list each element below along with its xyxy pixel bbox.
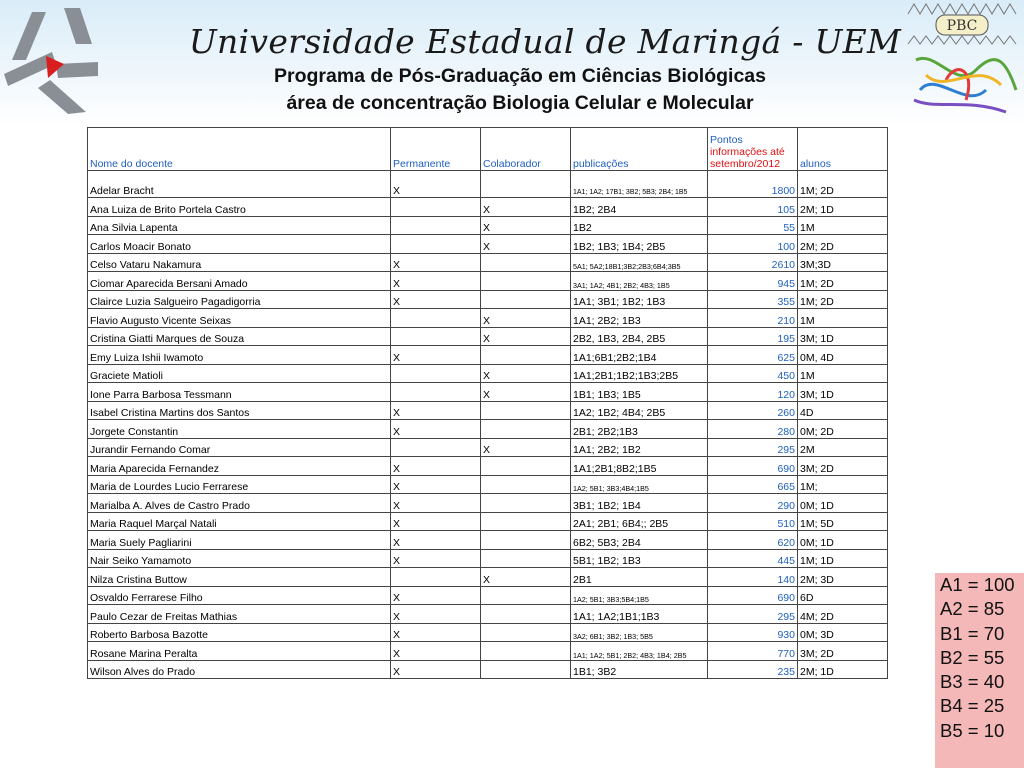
table-body (88, 171, 888, 679)
header-publicacoes: publicações (571, 128, 708, 171)
cell-permanente (391, 568, 481, 587)
cell-alunos: 4M; 2D (798, 605, 888, 624)
university-title: Universidade Estadual de Maringá - UEM (188, 22, 902, 61)
cell-nome: Emy Luiza Ishii Iwamoto (88, 346, 391, 365)
faculty-table (87, 127, 888, 679)
cell-pontos: 770 (708, 642, 798, 661)
cell-alunos: 0M; 1D (798, 531, 888, 550)
cell-pontos: 620 (708, 531, 798, 550)
cell-nome: Maria Suely Pagliarini (88, 531, 391, 550)
cell-alunos: 1M; (798, 475, 888, 494)
cell-permanente: X (391, 171, 481, 198)
cell-nome: Jorgete Constantin (88, 420, 391, 439)
cell-alunos: 1M (798, 309, 888, 328)
cell-publicacoes: 1B1; 1B3; 1B5 (571, 383, 708, 402)
cell-permanente: X (391, 253, 481, 272)
cell-colaborador (481, 605, 571, 624)
cell-pontos: 295 (708, 605, 798, 624)
cell-pontos: 945 (708, 272, 798, 291)
cell-pontos: 195 (708, 327, 798, 346)
cell-alunos: 1M; 1D (798, 549, 888, 568)
cell-pontos: 450 (708, 364, 798, 383)
cell-colaborador (481, 253, 571, 272)
table-row (88, 309, 888, 328)
cell-nome: Ana Silvia Lapenta (88, 216, 391, 235)
cell-nome: Cristina Giatti Marques de Souza (88, 327, 391, 346)
cell-alunos: 0M, 4D (798, 346, 888, 365)
cell-pontos: 295 (708, 438, 798, 457)
cell-alunos: 4D (798, 401, 888, 420)
cell-colaborador (481, 660, 571, 679)
cell-pontos: 690 (708, 457, 798, 476)
cell-publicacoes: 1A1;2B1;1B2;1B3;2B5 (571, 364, 708, 383)
header-pontos (708, 128, 798, 171)
cell-colaborador: X (481, 568, 571, 587)
cell-colaborador (481, 420, 571, 439)
cell-alunos: 1M; 2D (798, 272, 888, 291)
cell-nome: Graciete Matioli (88, 364, 391, 383)
cell-nome: Wilson Alves do Prado (88, 660, 391, 679)
legend-item: B5 = 10 (940, 719, 1005, 741)
cell-colaborador: X (481, 309, 571, 328)
cell-permanente: X (391, 623, 481, 642)
cell-pontos: 120 (708, 383, 798, 402)
cell-publicacoes: 5A1; 5A2;18B1;3B2;2B3;6B4;3B5 (571, 253, 708, 272)
cell-pontos: 100 (708, 235, 798, 254)
cell-nome: Maria Aparecida Fernandez (88, 457, 391, 476)
table-row (88, 420, 888, 439)
cell-pontos: 625 (708, 346, 798, 365)
cell-colaborador (481, 494, 571, 513)
cell-publicacoes: 1A1; 3B1; 1B2; 1B3 (571, 290, 708, 309)
cell-pontos: 665 (708, 475, 798, 494)
cell-nome: Ione Parra Barbosa Tessmann (88, 383, 391, 402)
cell-pontos: 930 (708, 623, 798, 642)
table-row (88, 623, 888, 642)
table-row (88, 401, 888, 420)
table-row (88, 216, 888, 235)
cell-pontos: 510 (708, 512, 798, 531)
cell-permanente (391, 438, 481, 457)
legend-item: B1 = 70 (940, 622, 1005, 644)
table-row (88, 586, 888, 605)
legend-item: A2 = 85 (940, 598, 1005, 620)
table-row (88, 253, 888, 272)
cell-alunos: 0M; 2D (798, 420, 888, 439)
area-title: área de concentração Biologia Celular e Molecular (286, 92, 754, 114)
cell-alunos: 1M (798, 216, 888, 235)
cell-pontos: 690 (708, 586, 798, 605)
cell-colaborador: X (481, 364, 571, 383)
cell-permanente: X (391, 290, 481, 309)
cell-publicacoes: 3A2; 6B1; 3B2; 1B3; 5B5 (571, 623, 708, 642)
uem-logo (2, 4, 102, 116)
cell-permanente (391, 364, 481, 383)
cell-colaborador (481, 346, 571, 365)
cell-alunos: 3M; 2D (798, 642, 888, 661)
table-row (88, 364, 888, 383)
header-pontos-label: Pontos (710, 134, 743, 146)
cell-publicacoes: 2B2, 1B3, 2B4, 2B5 (571, 327, 708, 346)
cell-colaborador (481, 531, 571, 550)
cell-nome: Roberto Barbosa Bazotte (88, 623, 391, 642)
cell-permanente (391, 383, 481, 402)
table-row (88, 605, 888, 624)
cell-publicacoes: 1B1; 3B2 (571, 660, 708, 679)
cell-pontos: 105 (708, 198, 798, 217)
pbc-logo-text: PBC (946, 18, 978, 34)
cell-pontos: 355 (708, 290, 798, 309)
table-row (88, 475, 888, 494)
cell-nome: Jurandir Fernando Comar (88, 438, 391, 457)
cell-publicacoes: 1A1; 1A2;1B1;1B3 (571, 605, 708, 624)
cell-colaborador: X (481, 327, 571, 346)
cell-alunos: 3M; 1D (798, 327, 888, 346)
table-row (88, 549, 888, 568)
cell-publicacoes: 1B2; 2B4 (571, 198, 708, 217)
cell-permanente: X (391, 642, 481, 661)
cell-pontos: 210 (708, 309, 798, 328)
cell-nome: Marialba A. Alves de Castro Prado (88, 494, 391, 513)
cell-colaborador (481, 623, 571, 642)
legend-item: A1 = 100 (940, 574, 1015, 595)
cell-permanente: X (391, 457, 481, 476)
cell-permanente: X (391, 549, 481, 568)
header-permanente: Permanente (391, 128, 481, 171)
cell-publicacoes: 1A1;6B1;2B2;1B4 (571, 346, 708, 365)
cell-alunos: 2M; 3D (798, 568, 888, 587)
cell-colaborador: X (481, 216, 571, 235)
cell-publicacoes: 1A1; 1A2; 5B1; 2B2; 4B3; 1B4; 2B5 (571, 642, 708, 661)
cell-colaborador (481, 642, 571, 661)
cell-colaborador (481, 512, 571, 531)
cell-publicacoes: 1A1; 2B2; 1B2 (571, 438, 708, 457)
cell-colaborador: X (481, 438, 571, 457)
table-row (88, 457, 888, 476)
cell-colaborador (481, 457, 571, 476)
table-row (88, 198, 888, 217)
table-row (88, 494, 888, 513)
cell-pontos: 1800 (708, 171, 798, 198)
cell-publicacoes: 5B1; 1B2; 1B3 (571, 549, 708, 568)
cell-nome: Paulo Cezar de Freitas Mathias (88, 605, 391, 624)
cell-publicacoes: 1B2; 1B3; 1B4; 2B5 (571, 235, 708, 254)
program-title: Programa de Pós-Graduação em Ciências Biológicas (273, 65, 766, 87)
table-row (88, 660, 888, 679)
cell-permanente: X (391, 401, 481, 420)
cell-alunos: 1M; 5D (798, 512, 888, 531)
cell-publicacoes: 3B1; 1B2; 1B4 (571, 494, 708, 513)
cell-nome: Flavio Augusto Vicente Seixas (88, 309, 391, 328)
cell-alunos: 1M; 2D (798, 290, 888, 309)
cell-permanente: X (391, 531, 481, 550)
header-alunos: alunos (798, 128, 888, 171)
cell-colaborador: X (481, 235, 571, 254)
cell-pontos: 55 (708, 216, 798, 235)
cell-permanente: X (391, 272, 481, 291)
cell-colaborador: X (481, 198, 571, 217)
cell-colaborador (481, 549, 571, 568)
table-row (88, 235, 888, 254)
cell-permanente: X (391, 605, 481, 624)
cell-alunos: 2M; 1D (798, 660, 888, 679)
cell-nome: Celso Vataru Nakamura (88, 253, 391, 272)
cell-permanente (391, 235, 481, 254)
header-pontos-note: informações até setembro/2012 (710, 146, 785, 170)
cell-publicacoes: 6B2; 5B3; 2B4 (571, 531, 708, 550)
cell-permanente: X (391, 512, 481, 531)
cell-colaborador (481, 586, 571, 605)
table-row (88, 383, 888, 402)
cell-publicacoes: 1A2; 5B1; 3B3;4B4;1B5 (571, 475, 708, 494)
cell-colaborador (481, 475, 571, 494)
cell-nome: Isabel Cristina Martins dos Santos (88, 401, 391, 420)
cell-pontos: 2610 (708, 253, 798, 272)
cell-colaborador: X (481, 383, 571, 402)
cell-publicacoes: 2B1 (571, 568, 708, 587)
cell-publicacoes: 1A1; 2B2; 1B3 (571, 309, 708, 328)
cell-permanente: X (391, 660, 481, 679)
cell-colaborador (481, 171, 571, 198)
table-row (88, 438, 888, 457)
cell-permanente: X (391, 420, 481, 439)
points-legend (935, 573, 1024, 768)
cell-alunos: 1M (798, 364, 888, 383)
cell-publicacoes: 1A1;2B1;8B2;1B5 (571, 457, 708, 476)
cell-permanente: X (391, 586, 481, 605)
pbc-logo (906, 0, 1024, 122)
cell-nome: Ciomar Aparecida Bersani Amado (88, 272, 391, 291)
cell-alunos: 1M; 2D (798, 171, 888, 198)
cell-pontos: 280 (708, 420, 798, 439)
cell-pontos: 445 (708, 549, 798, 568)
cell-permanente: X (391, 494, 481, 513)
cell-pontos: 260 (708, 401, 798, 420)
table-row (88, 346, 888, 365)
table-row (88, 290, 888, 309)
cell-publicacoes: 1A1; 1A2; 17B1; 3B2; 5B3; 2B4; 1B5 (571, 171, 708, 198)
cell-permanente: X (391, 346, 481, 365)
cell-alunos: 3M;3D (798, 253, 888, 272)
table-row (88, 531, 888, 550)
cell-alunos: 2M (798, 438, 888, 457)
cell-pontos: 290 (708, 494, 798, 513)
table-row (88, 568, 888, 587)
cell-alunos: 6D (798, 586, 888, 605)
table-row (88, 272, 888, 291)
cell-nome: Maria Raquel Marçal Natali (88, 512, 391, 531)
cell-alunos: 3M; 1D (798, 383, 888, 402)
cell-permanente: X (391, 475, 481, 494)
cell-nome: Nilza Cristina Buttow (88, 568, 391, 587)
cell-permanente (391, 309, 481, 328)
cell-publicacoes: 1A2; 1B2; 4B4; 2B5 (571, 401, 708, 420)
cell-publicacoes: 2A1; 2B1; 6B4;; 2B5 (571, 512, 708, 531)
cell-colaborador (481, 272, 571, 291)
cell-alunos: 0M; 1D (798, 494, 888, 513)
table-header-row (88, 128, 888, 171)
cell-publicacoes: 2B1; 2B2;1B3 (571, 420, 708, 439)
table-row (88, 171, 888, 198)
cell-nome: Maria de Lourdes Lucio Ferrarese (88, 475, 391, 494)
cell-permanente (391, 327, 481, 346)
legend-item: B2 = 55 (940, 646, 1005, 668)
table-row (88, 512, 888, 531)
header-colaborador: Colaborador (481, 128, 571, 171)
cell-permanente (391, 198, 481, 217)
cell-alunos: 3M; 2D (798, 457, 888, 476)
cell-pontos: 235 (708, 660, 798, 679)
cell-nome: Adelar Bracht (88, 171, 391, 198)
cell-permanente (391, 216, 481, 235)
cell-nome: Osvaldo Ferrarese Filho (88, 586, 391, 605)
cell-colaborador (481, 290, 571, 309)
cell-nome: Nair Seiko Yamamoto (88, 549, 391, 568)
cell-publicacoes: 3A1; 1A2; 4B1; 2B2; 4B3; 1B5 (571, 272, 708, 291)
cell-nome: Carlos Moacir Bonato (88, 235, 391, 254)
cell-colaborador (481, 401, 571, 420)
table-row (88, 642, 888, 661)
cell-pontos: 140 (708, 568, 798, 587)
cell-nome: Rosane Marina Peralta (88, 642, 391, 661)
cell-publicacoes: 1B2 (571, 216, 708, 235)
cell-alunos: 0M; 3D (798, 623, 888, 642)
table-row (88, 327, 888, 346)
legend-item: B3 = 40 (940, 671, 1005, 693)
header-nome: Nome do docente (88, 128, 391, 171)
cell-nome: Ana Luiza de Brito Portela Castro (88, 198, 391, 217)
cell-alunos: 2M; 2D (798, 235, 888, 254)
cell-nome: Clairce Luzia Salgueiro Pagadigorria (88, 290, 391, 309)
legend-item: B4 = 25 (940, 695, 1005, 717)
cell-publicacoes: 1A2; 5B1; 3B3;5B4;1B5 (571, 586, 708, 605)
cell-alunos: 2M; 1D (798, 198, 888, 217)
